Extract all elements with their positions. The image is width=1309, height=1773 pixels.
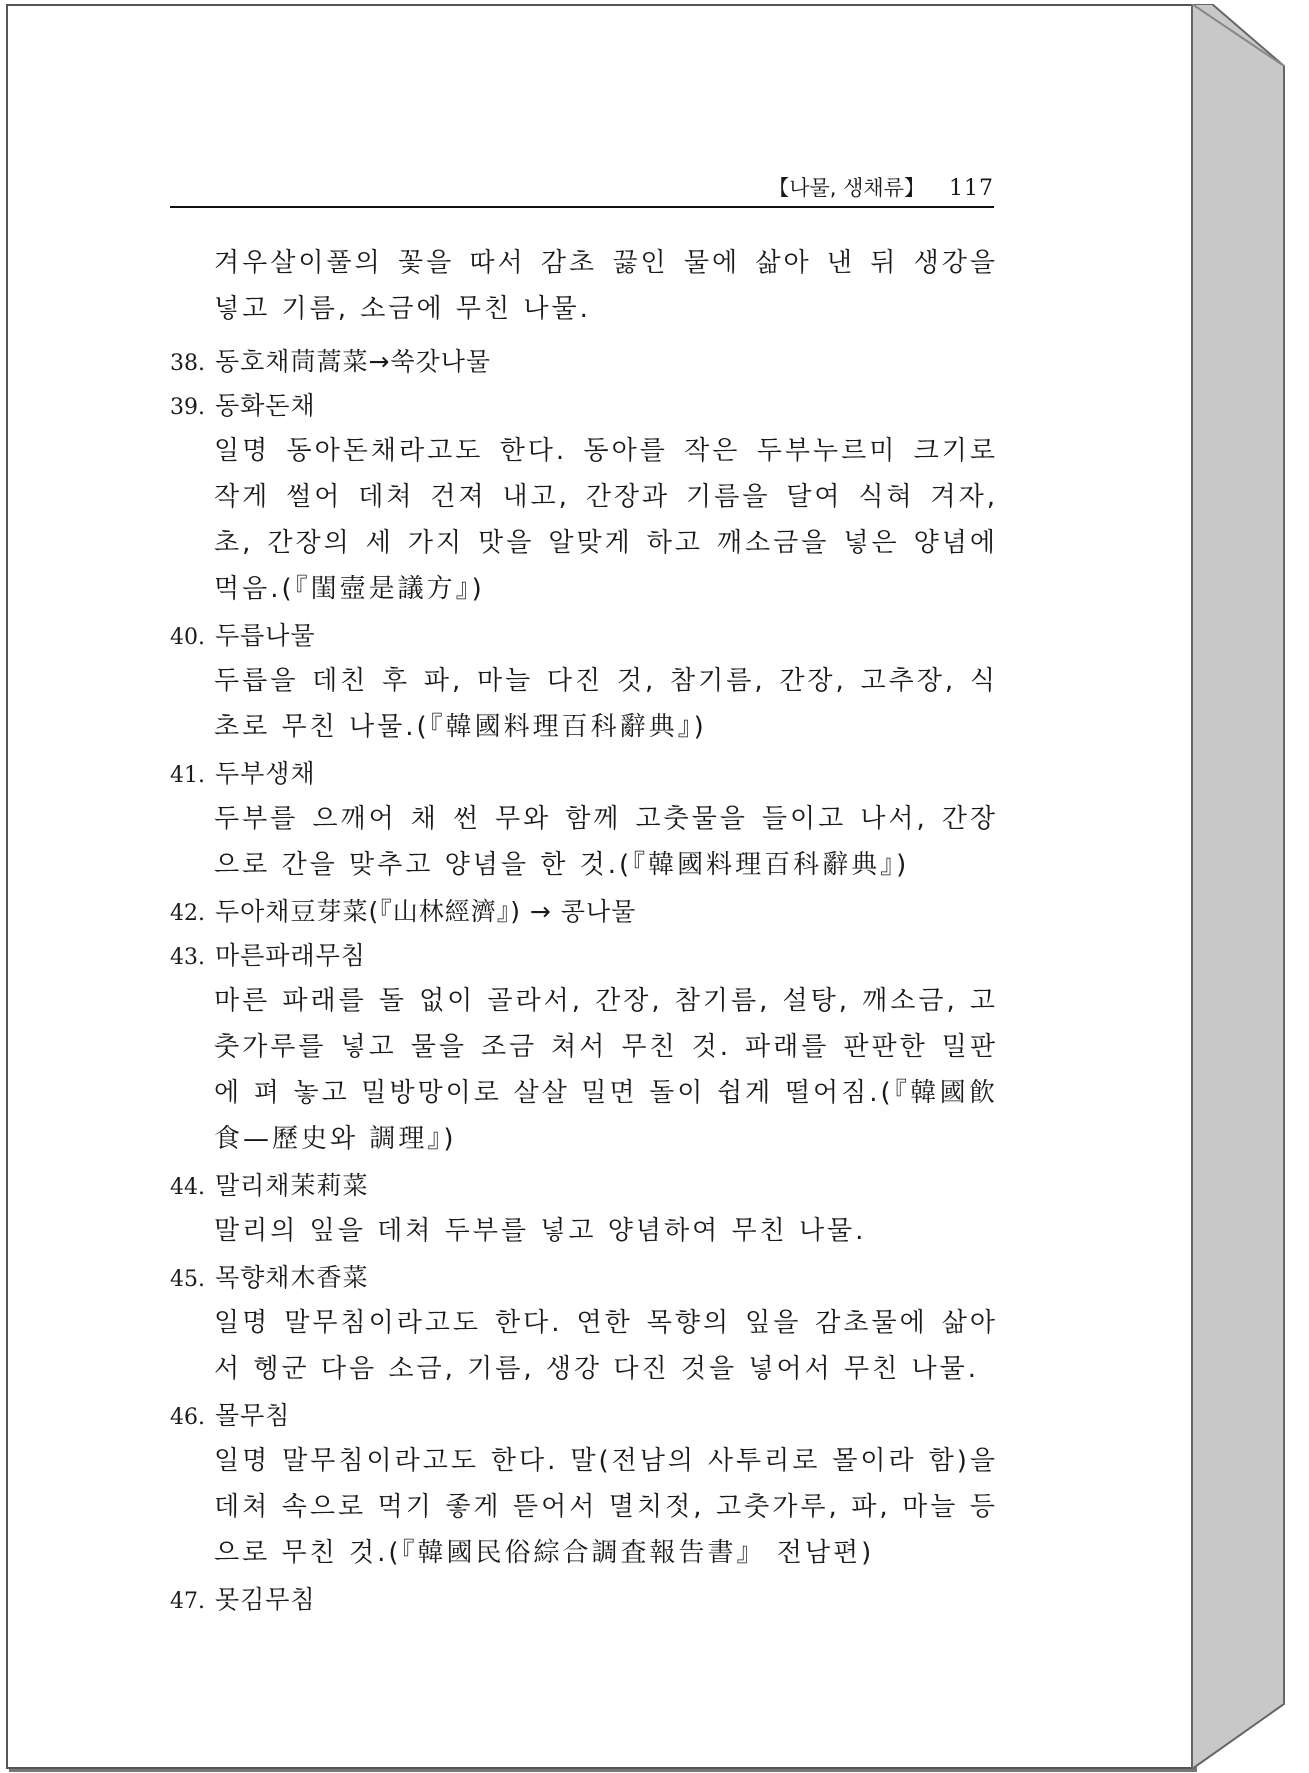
page-body — [170, 240, 998, 1622]
entry-heading — [170, 1164, 998, 1208]
entry-title: 마른파래무침 — [215, 941, 366, 970]
entry-title: 목향채木香菜 — [215, 1263, 369, 1292]
header-rule — [170, 206, 994, 208]
entry-title: 두릅나물 — [215, 621, 316, 650]
entry-definition: 일명 말무침이라고도 한다. 연한 목향의 잎을 감초물에 삶아서 헹군 다음 소금, 기름, 생강 다진 것을 넣어서 무친 나물. — [214, 1308, 998, 1384]
entry-definition: 일명 말무침이라고도 한다. 말(전남의 사투리로 몰이라 함)을 데쳐 속으로 먹기 좋게 뜯어서 멸치젓, 고춧가루, 파, 마늘 등으로 무친 것.(『韓國民俗綜合調査報告書』 전남편) — [214, 1446, 998, 1568]
entry-title: 동화돈채 — [215, 391, 316, 420]
entry-heading — [170, 1394, 998, 1438]
entry-39 — [170, 384, 998, 612]
entry-heading — [170, 1256, 998, 1300]
entry-heading — [170, 340, 998, 384]
entry-43 — [170, 934, 998, 1162]
entry-heading — [170, 384, 998, 428]
running-header — [170, 172, 994, 202]
entry-number: 42. — [170, 901, 205, 926]
entry-number: 38. — [170, 351, 205, 376]
entry-number: 45. — [170, 1267, 205, 1292]
entry-47 — [170, 1578, 998, 1622]
entry-45 — [170, 1256, 998, 1392]
entry-number: 44. — [170, 1175, 205, 1200]
page-number: 117 — [949, 176, 994, 201]
entry-number: 40. — [170, 625, 205, 650]
entry-42 — [170, 890, 998, 934]
entry-number: 41. — [170, 763, 205, 788]
section-title: 【나물, 생채류】 — [768, 176, 925, 200]
entry-title: 말리채茉莉菜 — [215, 1171, 369, 1200]
entry-definition: 두릅을 데친 후 파, 마늘 다진 것, 참기름, 간장, 고추장, 식초로 무친 나물.(『韓國料理百科辭典』) — [214, 666, 998, 742]
entry-heading — [170, 1578, 998, 1622]
entry-46 — [170, 1394, 998, 1576]
entry-title: 몰무침 — [215, 1401, 291, 1430]
entry-definition: 일명 동아돈채라고도 한다. 동아를 작은 두부누르미 크기로 작게 썰어 데쳐 건져 내고, 간장과 기름을 달여 식혀 겨자, 초, 간장의 세 가지 맛을 알맞게 하고 깨소금을 넣은 양념에 먹음.(『閨壼是議方』) — [214, 436, 998, 604]
entry-title: 동호채茼蒿菜→쑥갓나물 — [215, 347, 491, 376]
entry-41 — [170, 752, 998, 888]
entry-44 — [170, 1164, 998, 1254]
entry-title: 못김무침 — [215, 1585, 316, 1614]
entry-40 — [170, 614, 998, 750]
entry-definition: 마른 파래를 돌 없이 골라서, 간장, 참기름, 설탕, 깨소금, 고춧가루를 넣고 물을 조금 쳐서 무친 것. 파래를 판판한 밀판에 펴 놓고 밀방망이로 살살 밀면 돌이 쉽게 떨어짐.(『韓國飮食—歷史와 調理』) — [214, 986, 998, 1154]
entry-heading — [170, 752, 998, 796]
book-edge — [1188, 4, 1288, 1769]
entry-number: 43. — [170, 945, 205, 970]
entry-number: 47. — [170, 1589, 205, 1614]
entry-38 — [170, 340, 998, 384]
entry-number: 46. — [170, 1405, 205, 1430]
entry-heading — [170, 890, 998, 934]
entry-title: 두부생채 — [215, 759, 316, 788]
entry-heading — [170, 934, 998, 978]
entry-definition: 두부를 으깨어 채 썬 무와 함께 고춧물을 들이고 나서, 간장으로 간을 맞추고 양념을 한 것.(『韓國料理百科辭典』) — [214, 804, 998, 880]
entry-heading — [170, 614, 998, 658]
entry-title: 두아채豆芽菜(『山林經濟』) → 콩나물 — [215, 897, 637, 926]
entry-number: 39. — [170, 395, 205, 420]
entry-definition: 말리의 잎을 데쳐 두부를 넣고 양념하여 무친 나물. — [214, 1216, 867, 1246]
intro-paragraph: 겨우살이풀의 꽃을 따서 감초 끓인 물에 삶아 낸 뒤 생강을 넣고 기름, 소금에 무친 나물. — [214, 248, 998, 324]
